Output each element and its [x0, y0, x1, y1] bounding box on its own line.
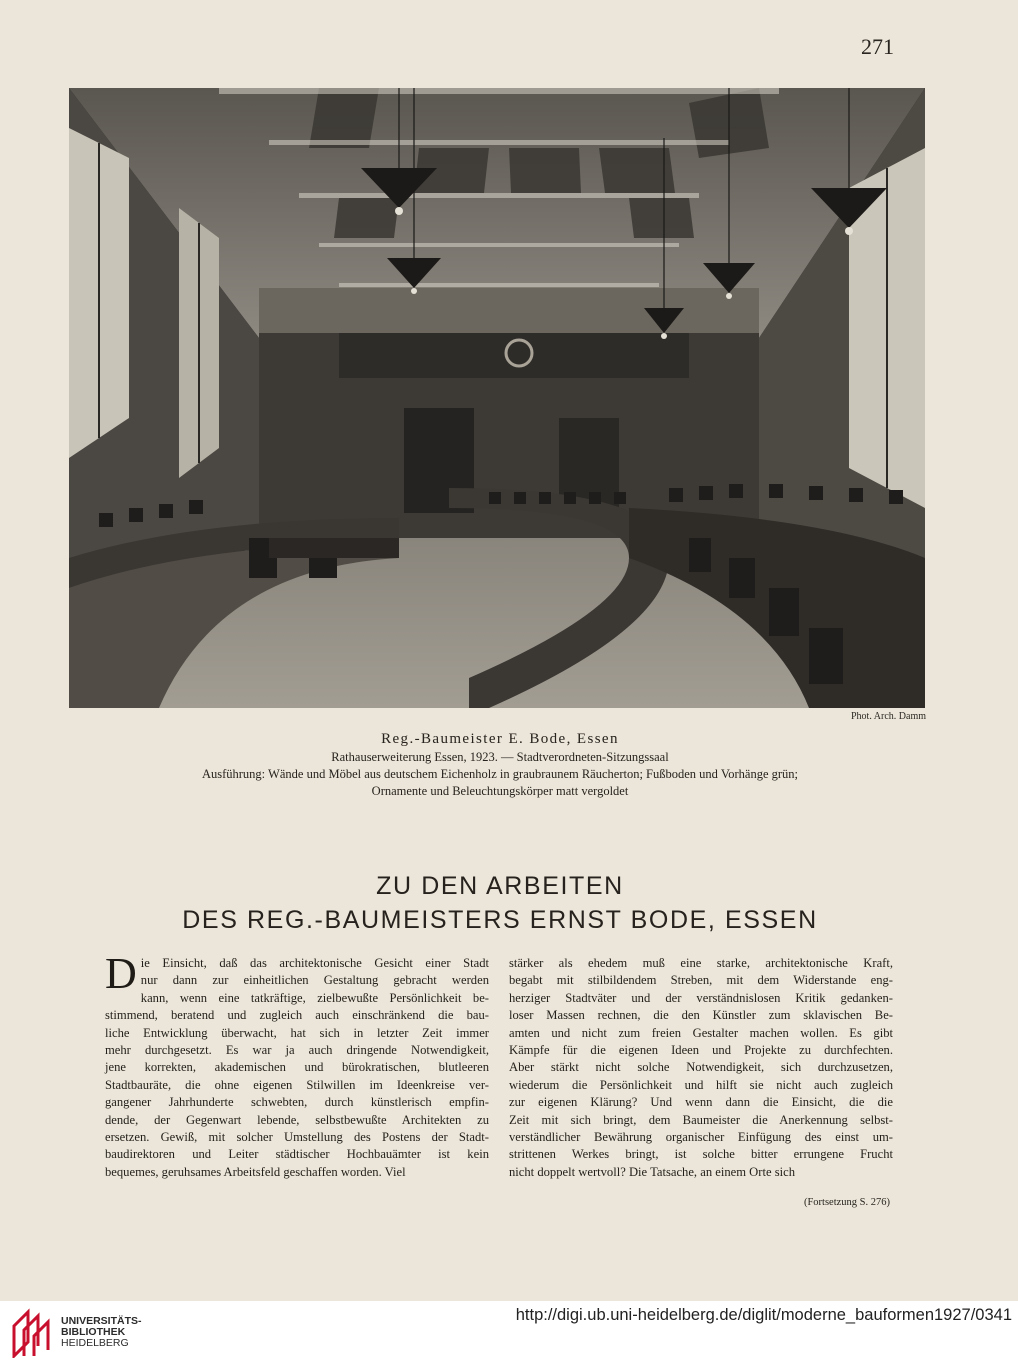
text-line: mehr durchgesetzt. Es war ja auch dringende Notwendigkeit,: [105, 1042, 489, 1057]
text-line: zur eigenen Klärung? Und wenn dann die Einsicht, die die: [509, 1095, 893, 1110]
photo-council-chamber-icon: [69, 88, 925, 708]
caption-execution: Ausführung: Wände und Möbel aus deutschem Eichenholz in graubraunem Räucherton; Fußboden und Vorhänge grün;: [201, 767, 799, 781]
article-column-right: [509, 955, 893, 1181]
text-line: Zeit mit sich bringt, dem Baumeister die Anerkennung selbst-: [509, 1112, 893, 1127]
text-line: strittenen Werkes bringt, ist solche bitter errungene Frucht: [509, 1147, 893, 1162]
text-line: begabt mit stilbildendem Streben, mit dem Widerstande eng-: [509, 973, 893, 988]
text-line: loser Massen rechnen, die den Künstler zum sklavischen Be-: [509, 1008, 893, 1023]
text-line: stimmend, beratend und zugleich auch einschränkend die bau-: [105, 1008, 489, 1023]
dropcap: D: [105, 949, 137, 998]
article-title: [100, 870, 900, 936]
caption-architect: Reg.-Baumeister E. Bode, Essen: [381, 731, 619, 747]
text-line: nur dann zur einheitlichen Gestaltung gebracht werden: [140, 973, 489, 988]
text-line: verständlicher Bewährung organischer Einfügung des einst um-: [509, 1129, 893, 1144]
caption: [100, 729, 900, 800]
text-line: Aber stärkt nicht solche Notwendigkeit, sich durchzusetzen,: [509, 1060, 893, 1075]
article-title-line2: DES REG.-BAUMEISTERS ERNST BODE, ESSEN: [182, 906, 818, 934]
text-line: kann, wenn eine tatkräftige, zielbewußte Persönlichkeit be-: [140, 990, 489, 1005]
page-number: 271: [861, 34, 894, 59]
article-title-line1: ZU DEN ARBEITEN: [376, 872, 624, 900]
source-url-link[interactable]: http://digi.ub.uni-heidelberg.de/diglit/moderne_bauformen1927/0341: [515, 1306, 1012, 1324]
library-logo-text[interactable]: [61, 1316, 201, 1349]
article-column-left: [105, 949, 489, 1181]
text-line: stärker als ehedem muß eine starke, architektonische Kraft,: [509, 956, 893, 970]
text-line: nicht doppelt wertvoll? Die Tatsache, an einem Orte sich: [509, 1164, 795, 1179]
text-line: bequemes, geruhsames Arbeitsfeld geschaffen worden. Viel: [105, 1164, 406, 1179]
text-line: wiederum die Persönlichkeit und hilft sie nicht auch zugleich: [509, 1077, 893, 1092]
text-line: Stadtbauräte, die ohne eigenen Stilwillen im Ideenkreise ver-: [105, 1077, 489, 1092]
text-line: amten und nicht zum freien Gestalter machen wollen. Es gibt: [509, 1025, 893, 1040]
logo-line2: BIBLIOTHEK: [61, 1326, 126, 1338]
logo-line1: UNIVERSITÄTS-: [61, 1315, 142, 1327]
text-line: dende, der Gegenwart lebende, selbstbewußte Architekten zu: [105, 1112, 489, 1127]
caption-ornaments: Ornamente und Beleuchtungskörper matt vergoldet: [371, 784, 629, 798]
text-line: jene korrekten, akademischen und bürokratischen, blutleeren: [105, 1060, 489, 1075]
text-line: liche Entwicklung überwacht, hat sich in letzter Zeit immer: [105, 1025, 489, 1040]
text-line: ersetzen. Gewiß, mit solcher Umstellung des Postens der Stadt-: [105, 1129, 489, 1144]
caption-project: Rathauserweiterung Essen, 1923. — Stadtverordneten-Sitzungssaal: [331, 750, 669, 764]
text-line: ie Einsicht, daß das architektonische Gesicht einer Stadt: [140, 956, 489, 970]
library-logo-icon[interactable]: [10, 1306, 56, 1358]
text-line: baudirektoren und Leiter städtischer Hochbauämter ist kein: [105, 1147, 489, 1162]
text-line: gangener Jahrhunderte schwebten, durch künstlerisch empfin-: [105, 1095, 489, 1110]
logo-line3: HEIDELBERG: [61, 1337, 129, 1349]
photo-credit: Phot. Arch. Damm: [851, 711, 926, 722]
text-line: herziger Stadtväter und der verständnislosen Kritik gedanken-: [509, 990, 893, 1005]
continuation-note: (Fortsetzung S. 276): [803, 1197, 890, 1208]
text-line: Kämpfe für die eigenen Ideen und Projekte zu durchfechten.: [509, 1042, 893, 1057]
photo-council-chamber: [69, 88, 925, 708]
